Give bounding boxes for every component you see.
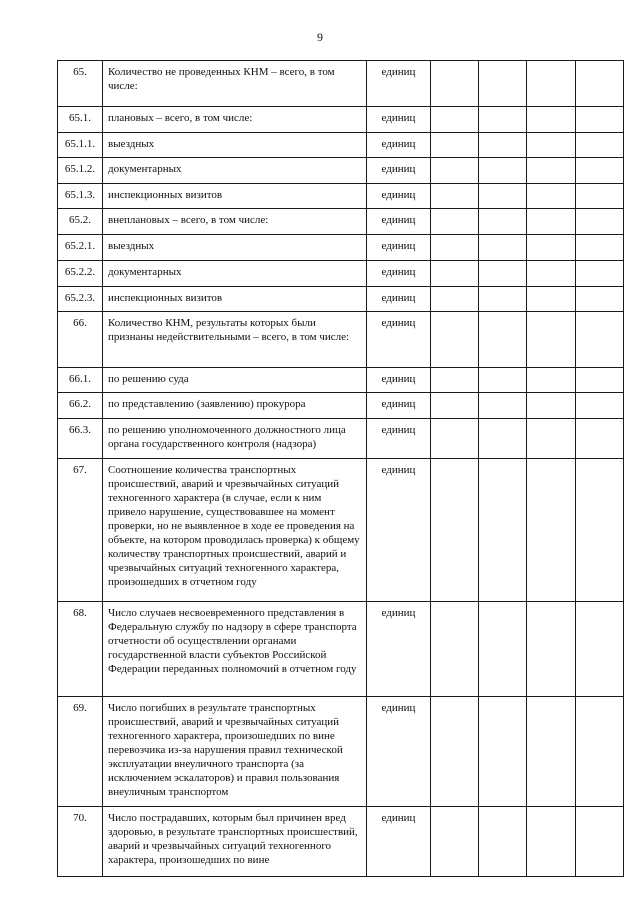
value-cell-empty (479, 368, 527, 393)
row-indicator-name: Число случаев несвоевременного представления в Федеральную службу по надзору в сфере транспорта отчетности об осуществлении органами государственной власти субъектов Российской Федерации переданных полномочий в отчетном году (103, 602, 367, 697)
value-cell-empty (431, 184, 479, 209)
row-number: 65.2.2. (58, 261, 103, 287)
value-cell-empty (479, 158, 527, 184)
row-unit: единиц (367, 807, 431, 877)
value-cell-empty (527, 133, 576, 158)
report-table (57, 60, 624, 877)
row-indicator-name: внеплановых – всего, в том числе: (103, 209, 367, 235)
row-indicator-name: инспекционных визитов (103, 184, 367, 209)
table-row (58, 419, 624, 459)
table-row (58, 158, 624, 184)
row-number: 65.1. (58, 107, 103, 133)
row-number: 66.2. (58, 393, 103, 419)
value-cell-empty (576, 419, 624, 459)
value-cell-empty (527, 209, 576, 235)
table-row (58, 697, 624, 807)
value-cell-empty (479, 184, 527, 209)
row-indicator-name: документарных (103, 261, 367, 287)
row-indicator-name: Соотношение количества транспортных происшествий, аварий и чрезвычайных ситуаций техногенного характера (в случае, если к ним привело нарушение, существовавшее на момент проверки, но не выявленное в ходе ее проведения на объекте, на котором проводилась проверка) к общему количеству транспортных происшествий, аварий и чрезвычайных ситуаций техногенного характера, произошедших в отчетном году (103, 459, 367, 602)
value-cell-empty (431, 602, 479, 697)
value-cell-empty (576, 312, 624, 368)
value-cell-empty (527, 158, 576, 184)
value-cell-empty (431, 261, 479, 287)
row-number: 70. (58, 807, 103, 877)
value-cell-empty (576, 697, 624, 807)
value-cell-empty (576, 287, 624, 312)
row-number: 66.3. (58, 419, 103, 459)
value-cell-empty (479, 61, 527, 107)
table-row (58, 459, 624, 602)
value-cell-empty (527, 368, 576, 393)
value-cell-empty (527, 459, 576, 602)
row-number: 65.1.1. (58, 133, 103, 158)
value-cell-empty (527, 602, 576, 697)
value-cell-empty (527, 261, 576, 287)
value-cell-empty (527, 61, 576, 107)
row-unit: единиц (367, 697, 431, 807)
value-cell-empty (431, 107, 479, 133)
value-cell-empty (431, 368, 479, 393)
table-row (58, 261, 624, 287)
row-unit: единиц (367, 368, 431, 393)
value-cell-empty (576, 107, 624, 133)
row-unit: единиц (367, 235, 431, 261)
value-cell-empty (431, 235, 479, 261)
value-cell-empty (479, 312, 527, 368)
table-row (58, 184, 624, 209)
row-number: 65. (58, 61, 103, 107)
row-indicator-name: Количество КНМ, результаты которых были признаны недействительными – всего, в том числе: (103, 312, 367, 368)
value-cell-empty (527, 807, 576, 877)
row-indicator-name: Число погибших в результате транспортных происшествий, аварий и чрезвычайных ситуаций техногенного характера, произошедших по вине перевозчика из-за нарушения правил технической эксплуатации внеуличного транспорта (за исключением эскалаторов) и правил пользования внеуличным транспортом (103, 697, 367, 807)
table-row (58, 61, 624, 107)
row-number: 66. (58, 312, 103, 368)
value-cell-empty (527, 697, 576, 807)
value-cell-empty (576, 158, 624, 184)
value-cell-empty (431, 419, 479, 459)
value-cell-empty (527, 235, 576, 261)
value-cell-empty (576, 133, 624, 158)
value-cell-empty (431, 287, 479, 312)
value-cell-empty (431, 209, 479, 235)
value-cell-empty (479, 459, 527, 602)
table-row (58, 235, 624, 261)
value-cell-empty (576, 61, 624, 107)
value-cell-empty (576, 393, 624, 419)
value-cell-empty (527, 184, 576, 209)
table-row (58, 133, 624, 158)
row-indicator-name: инспекционных визитов (103, 287, 367, 312)
row-unit: единиц (367, 393, 431, 419)
value-cell-empty (431, 312, 479, 368)
row-indicator-name: плановых – всего, в том числе: (103, 107, 367, 133)
value-cell-empty (527, 287, 576, 312)
value-cell-empty (431, 393, 479, 419)
row-unit: единиц (367, 209, 431, 235)
row-number: 69. (58, 697, 103, 807)
row-number: 65.2.1. (58, 235, 103, 261)
value-cell-empty (431, 158, 479, 184)
value-cell-empty (479, 209, 527, 235)
value-cell-empty (431, 807, 479, 877)
value-cell-empty (479, 287, 527, 312)
row-number: 67. (58, 459, 103, 602)
row-number: 65.2.3. (58, 287, 103, 312)
row-unit: единиц (367, 184, 431, 209)
row-indicator-name: выездных (103, 235, 367, 261)
value-cell-empty (431, 697, 479, 807)
value-cell-empty (576, 459, 624, 602)
value-cell-empty (479, 133, 527, 158)
row-number: 65.2. (58, 209, 103, 235)
table-row (58, 312, 624, 368)
value-cell-empty (479, 261, 527, 287)
value-cell-empty (431, 61, 479, 107)
value-cell-empty (527, 107, 576, 133)
table-row (58, 393, 624, 419)
value-cell-empty (576, 235, 624, 261)
value-cell-empty (479, 807, 527, 877)
value-cell-empty (479, 419, 527, 459)
row-unit: единиц (367, 287, 431, 312)
row-unit: единиц (367, 261, 431, 287)
row-unit: единиц (367, 602, 431, 697)
value-cell-empty (479, 107, 527, 133)
row-unit: единиц (367, 419, 431, 459)
row-indicator-name: по представлению (заявлению) прокурора (103, 393, 367, 419)
value-cell-empty (576, 209, 624, 235)
table-row (58, 209, 624, 235)
value-cell-empty (527, 312, 576, 368)
row-indicator-name: по решению суда (103, 368, 367, 393)
value-cell-empty (576, 261, 624, 287)
value-cell-empty (576, 368, 624, 393)
row-unit: единиц (367, 312, 431, 368)
value-cell-empty (479, 393, 527, 419)
row-unit: единиц (367, 158, 431, 184)
table-row (58, 602, 624, 697)
row-indicator-name: Число пострадавших, которым был причинен вред здоровью, в результате транспортных происшествий, аварий и чрезвычайных ситуаций техногенного характера, произошедших по вине (103, 807, 367, 877)
table-row (58, 807, 624, 877)
row-number: 66.1. (58, 368, 103, 393)
row-indicator-name: документарных (103, 158, 367, 184)
row-unit: единиц (367, 133, 431, 158)
row-indicator-name: выездных (103, 133, 367, 158)
table-row (58, 368, 624, 393)
value-cell-empty (479, 235, 527, 261)
table-row (58, 287, 624, 312)
value-cell-empty (527, 393, 576, 419)
value-cell-empty (576, 807, 624, 877)
value-cell-empty (527, 419, 576, 459)
row-unit: единиц (367, 107, 431, 133)
value-cell-empty (576, 602, 624, 697)
row-number: 65.1.2. (58, 158, 103, 184)
row-indicator-name: Количество не проведенных КНМ – всего, в том числе: (103, 61, 367, 107)
page-number: 9 (317, 30, 323, 44)
value-cell-empty (431, 133, 479, 158)
row-indicator-name: по решению уполномоченного должностного лица органа государственного контроля (надзора) (103, 419, 367, 459)
row-number: 65.1.3. (58, 184, 103, 209)
value-cell-empty (576, 184, 624, 209)
row-unit: единиц (367, 459, 431, 602)
table-row (58, 107, 624, 133)
value-cell-empty (479, 602, 527, 697)
row-unit: единиц (367, 61, 431, 107)
value-cell-empty (431, 459, 479, 602)
value-cell-empty (479, 697, 527, 807)
row-number: 68. (58, 602, 103, 697)
